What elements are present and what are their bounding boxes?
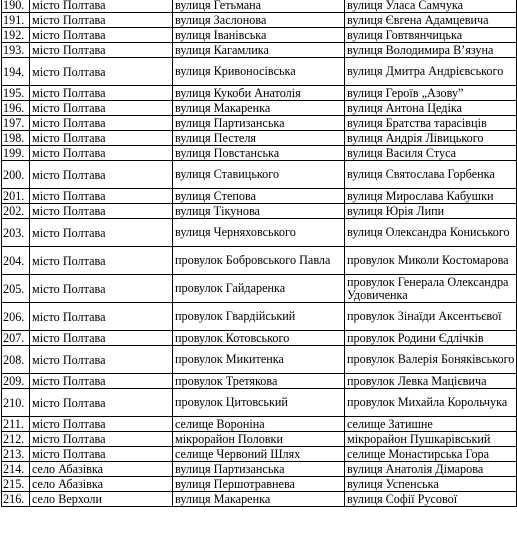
old-name-cell: вулиця Кукоби Анатолія [173, 86, 345, 101]
row-number-cell: 206. [2, 303, 30, 331]
table-body [2, 0, 517, 507]
old-name-cell: вулиця Кагамлика [173, 43, 345, 58]
settlement-cell: місто Полтава [30, 43, 173, 58]
old-name-cell: вулиця Партизанська [173, 462, 345, 477]
settlement-cell: місто Полтава [30, 146, 173, 161]
old-name-cell: провулок Гайдаренка [173, 275, 345, 303]
settlement-cell: місто Полтава [30, 204, 173, 219]
row-number-cell: 211. [2, 417, 30, 432]
table-row [2, 417, 517, 432]
old-name-cell: вулиця Тікунова [173, 204, 345, 219]
settlement-cell: місто Полтава [30, 219, 173, 247]
table-row [2, 477, 517, 492]
table-row [2, 374, 517, 389]
new-name-cell: вулиця Братства тарасівців [345, 116, 517, 131]
table-row [2, 247, 517, 275]
new-name-cell: вулиця Говтвянчицька [345, 28, 517, 43]
row-number-cell: 213. [2, 447, 30, 462]
row-number-cell: 212. [2, 432, 30, 447]
new-name-cell: провулок Левка Мацієвича [345, 374, 517, 389]
settlement-cell: село Верхоли [30, 492, 173, 507]
table-row [2, 43, 517, 58]
table-row [2, 146, 517, 161]
row-number-cell: 197. [2, 116, 30, 131]
row-number-cell: 201. [2, 189, 30, 204]
settlement-cell: місто Полтава [30, 303, 173, 331]
table-row [2, 462, 517, 477]
old-name-cell: вулиця Макаренка [173, 492, 345, 507]
new-name-cell: вулиця Мирослава Кабушки [345, 189, 517, 204]
new-name-cell: вулиця Святослава Горбенка [345, 161, 517, 189]
settlement-cell: місто Полтава [30, 432, 173, 447]
old-name-cell: провулок Гвардійський [173, 303, 345, 331]
table-row [2, 346, 517, 374]
table-row [2, 13, 517, 28]
settlement-cell: місто Полтава [30, 28, 173, 43]
old-name-cell: вулиця Макаренка [173, 101, 345, 116]
settlement-cell: місто Полтава [30, 116, 173, 131]
settlement-cell: місто Полтава [30, 101, 173, 116]
new-name-cell: вулиця Героїв „Азову” [345, 86, 517, 101]
row-number-cell: 193. [2, 43, 30, 58]
row-number-cell: 195. [2, 86, 30, 101]
table-row [2, 58, 517, 86]
table-row [2, 0, 517, 13]
new-name-cell: вулиця Антона Цедіка [345, 101, 517, 116]
new-name-cell: вулиця Олександра Кониського [345, 219, 517, 247]
row-number-cell: 210. [2, 389, 30, 417]
settlement-cell: місто Полтава [30, 189, 173, 204]
row-number-cell: 214. [2, 462, 30, 477]
table-row [2, 275, 517, 303]
table-row [2, 86, 517, 101]
settlement-cell: село Абазівка [30, 462, 173, 477]
new-name-cell: провулок Валерія Боняківського [345, 346, 517, 374]
table-row [2, 189, 517, 204]
row-number-cell: 216. [2, 492, 30, 507]
row-number-cell: 194. [2, 58, 30, 86]
settlement-cell: місто Полтава [30, 13, 173, 28]
old-name-cell: вулиця Повстанська [173, 146, 345, 161]
old-name-cell: провулок Цитовський [173, 389, 345, 417]
old-name-cell: провулок Третякова [173, 374, 345, 389]
old-name-cell: вулиця Черняховського [173, 219, 345, 247]
settlement-cell: місто Полтава [30, 374, 173, 389]
row-number-cell: 190. [2, 0, 30, 13]
new-name-cell: селище Затишне [345, 417, 517, 432]
row-number-cell: 192. [2, 28, 30, 43]
new-name-cell: провулок Михайла Корольчука [345, 389, 517, 417]
new-name-cell: провулок Зінаїди Аксентьєвої [345, 303, 517, 331]
row-number-cell: 191. [2, 13, 30, 28]
settlement-cell: село Абазівка [30, 477, 173, 492]
renaming-table [1, 0, 517, 507]
new-name-cell: селище Монастирська Гора [345, 447, 517, 462]
new-name-cell: вулиця Василя Стуса [345, 146, 517, 161]
table-row [2, 161, 517, 189]
row-number-cell: 203. [2, 219, 30, 247]
new-name-cell: вулиця Успенська [345, 477, 517, 492]
new-name-cell: вулиця Юрія Липи [345, 204, 517, 219]
row-number-cell: 199. [2, 146, 30, 161]
row-number-cell: 196. [2, 101, 30, 116]
row-number-cell: 208. [2, 346, 30, 374]
row-number-cell: 215. [2, 477, 30, 492]
new-name-cell: вулиця Андрія Лівицького [345, 131, 517, 146]
old-name-cell: селище Вороніна [173, 417, 345, 432]
new-name-cell: вулиця Дмитра Андрієвського [345, 58, 517, 86]
old-name-cell: провулок Котовського [173, 331, 345, 346]
settlement-cell: місто Полтава [30, 247, 173, 275]
table-row [2, 432, 517, 447]
table-row [2, 131, 517, 146]
table-row [2, 219, 517, 247]
table-row [2, 389, 517, 417]
settlement-cell: місто Полтава [30, 447, 173, 462]
settlement-cell: місто Полтава [30, 389, 173, 417]
settlement-cell: місто Полтава [30, 331, 173, 346]
settlement-cell: місто Полтава [30, 131, 173, 146]
row-number-cell: 204. [2, 247, 30, 275]
table-row [2, 447, 517, 462]
old-name-cell: вулиця Першотравнева [173, 477, 345, 492]
settlement-cell: місто Полтава [30, 346, 173, 374]
old-name-cell: вулиця Степова [173, 189, 345, 204]
old-name-cell: провулок Бобровського Павла [173, 247, 345, 275]
row-number-cell: 207. [2, 331, 30, 346]
table-row [2, 204, 517, 219]
old-name-cell: вулиця Партизанська [173, 116, 345, 131]
settlement-cell: місто Полтава [30, 417, 173, 432]
settlement-cell: місто Полтава [30, 161, 173, 189]
table-row [2, 303, 517, 331]
row-number-cell: 205. [2, 275, 30, 303]
new-name-cell: провулок Генерала Олександра Удовиченка [345, 275, 517, 303]
new-name-cell: провулок Миколи Костомарова [345, 247, 517, 275]
old-name-cell: вулиця Пестеля [173, 131, 345, 146]
row-number-cell: 209. [2, 374, 30, 389]
new-name-cell: вулиця Євгена Адамцевича [345, 13, 517, 28]
row-number-cell: 198. [2, 131, 30, 146]
old-name-cell: вулиця Гетьмана [173, 0, 345, 13]
new-name-cell: провулок Родини Єдлічків [345, 331, 517, 346]
table-row [2, 28, 517, 43]
old-name-cell: вулиця Кривоносівська [173, 58, 345, 86]
new-name-cell: вулиця Софії Русової [345, 492, 517, 507]
row-number-cell: 200. [2, 161, 30, 189]
table-row [2, 116, 517, 131]
new-name-cell: вулиця Уласа Самчука [345, 0, 517, 13]
old-name-cell: вулиця Заслонова [173, 13, 345, 28]
settlement-cell: місто Полтава [30, 0, 173, 13]
old-name-cell: провулок Микитенка [173, 346, 345, 374]
new-name-cell: мікрорайон Пушкарівський [345, 432, 517, 447]
old-name-cell: вулиця Ставицького [173, 161, 345, 189]
table-row [2, 492, 517, 507]
new-name-cell: вулиця Анатолія Дімарова [345, 462, 517, 477]
old-name-cell: мікрорайон Половки [173, 432, 345, 447]
table-row [2, 331, 517, 346]
settlement-cell: місто Полтава [30, 86, 173, 101]
table-row [2, 101, 517, 116]
old-name-cell: селище Червоний Шлях [173, 447, 345, 462]
new-name-cell: вулиця Володимира В’язуна [345, 43, 517, 58]
row-number-cell: 202. [2, 204, 30, 219]
old-name-cell: вулиця Іванівська [173, 28, 345, 43]
settlement-cell: місто Полтава [30, 58, 173, 86]
settlement-cell: місто Полтава [30, 275, 173, 303]
